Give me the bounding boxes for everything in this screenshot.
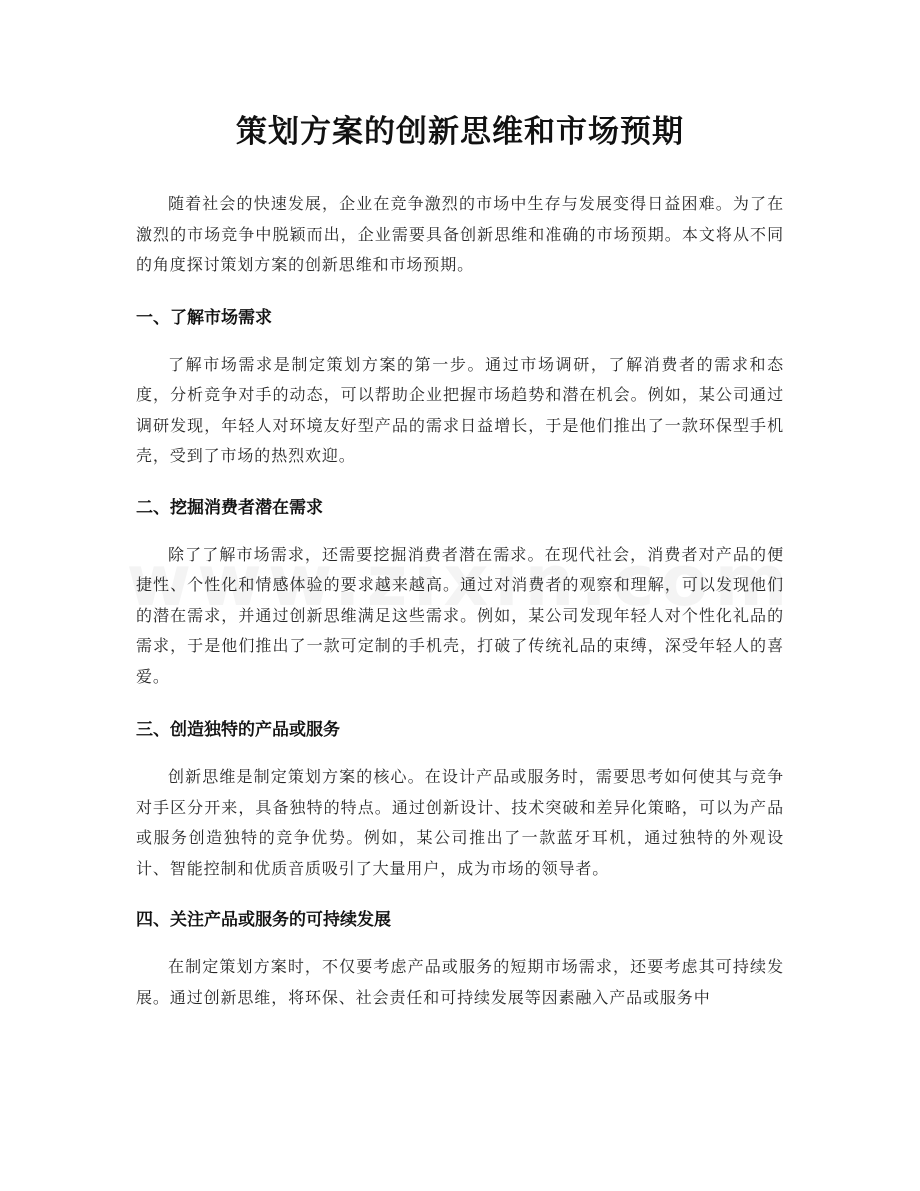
section-body-2: 除了了解市场需求，还需要挖掘消费者潜在需求。在现代社会，消费者对产品的便捷性、个性化和情感体验的要求越来越高。通过对消费者的观察和理解，可以发现他们的潜在需求，并通过创新思维满足这些需求。例如，某公司发现年轻人对个性化礼品的需求，于是他们推出了一款可定制的手机壳，打破了传统礼品的束缚，深受年轻人的喜爱。 — [136, 544, 784, 686]
section-body-1: 了解市场需求是制定策划方案的第一步。通过市场调研，了解消费者的需求和态度，分析竞争对手的动态，可以帮助企业把握市场趋势和潜在机会。例如，某公司通过调研发现，年轻人对环境友好型产品的需求日益增长，于是他们推出了一款环保型手机壳，受到了市场的热烈欢迎。 — [136, 354, 784, 465]
intro-paragraph: 随着社会的快速发展，企业在竞争激烈的市场中生存与发展变得日益困难。为了在激烈的市场竞争中脱颖而出，企业需要具备创新思维和准确的市场预期。本文将从不同的角度探讨策划方案的创新思维和市场预期。 — [136, 194, 784, 274]
document-title: 策划方案的创新思维和市场预期 — [236, 114, 684, 150]
section-heading-1: 一、了解市场需求 — [136, 307, 272, 328]
section-heading-3: 三、创造独特的产品或服务 — [136, 720, 340, 740]
section-body-4: 在制定策划方案时，不仅要考虑产品或服务的短期市场需求，还要考虑其可持续发展。通过创新思维，将环保、社会责任和可持续发展等因素融入产品或服务中 — [136, 957, 784, 1007]
section-heading-4: 四、关注产品或服务的可持续发展 — [136, 910, 391, 930]
section-heading-2: 二、挖掘消费者潜在需求 — [136, 497, 323, 518]
section-body-3: 创新思维是制定策划方案的核心。在设计产品或服务时，需要思考如何使其与竞争对手区分开来，具备独特的特点。通过创新设计、技术突破和差异化策略，可以为产品或服务创造独特的竞争优势。例如，某公司推出了一款蓝牙耳机，通过独特的外观设计、智能控制和优质音质吸引了大量用户，成为市场的领导者。 — [136, 767, 784, 878]
